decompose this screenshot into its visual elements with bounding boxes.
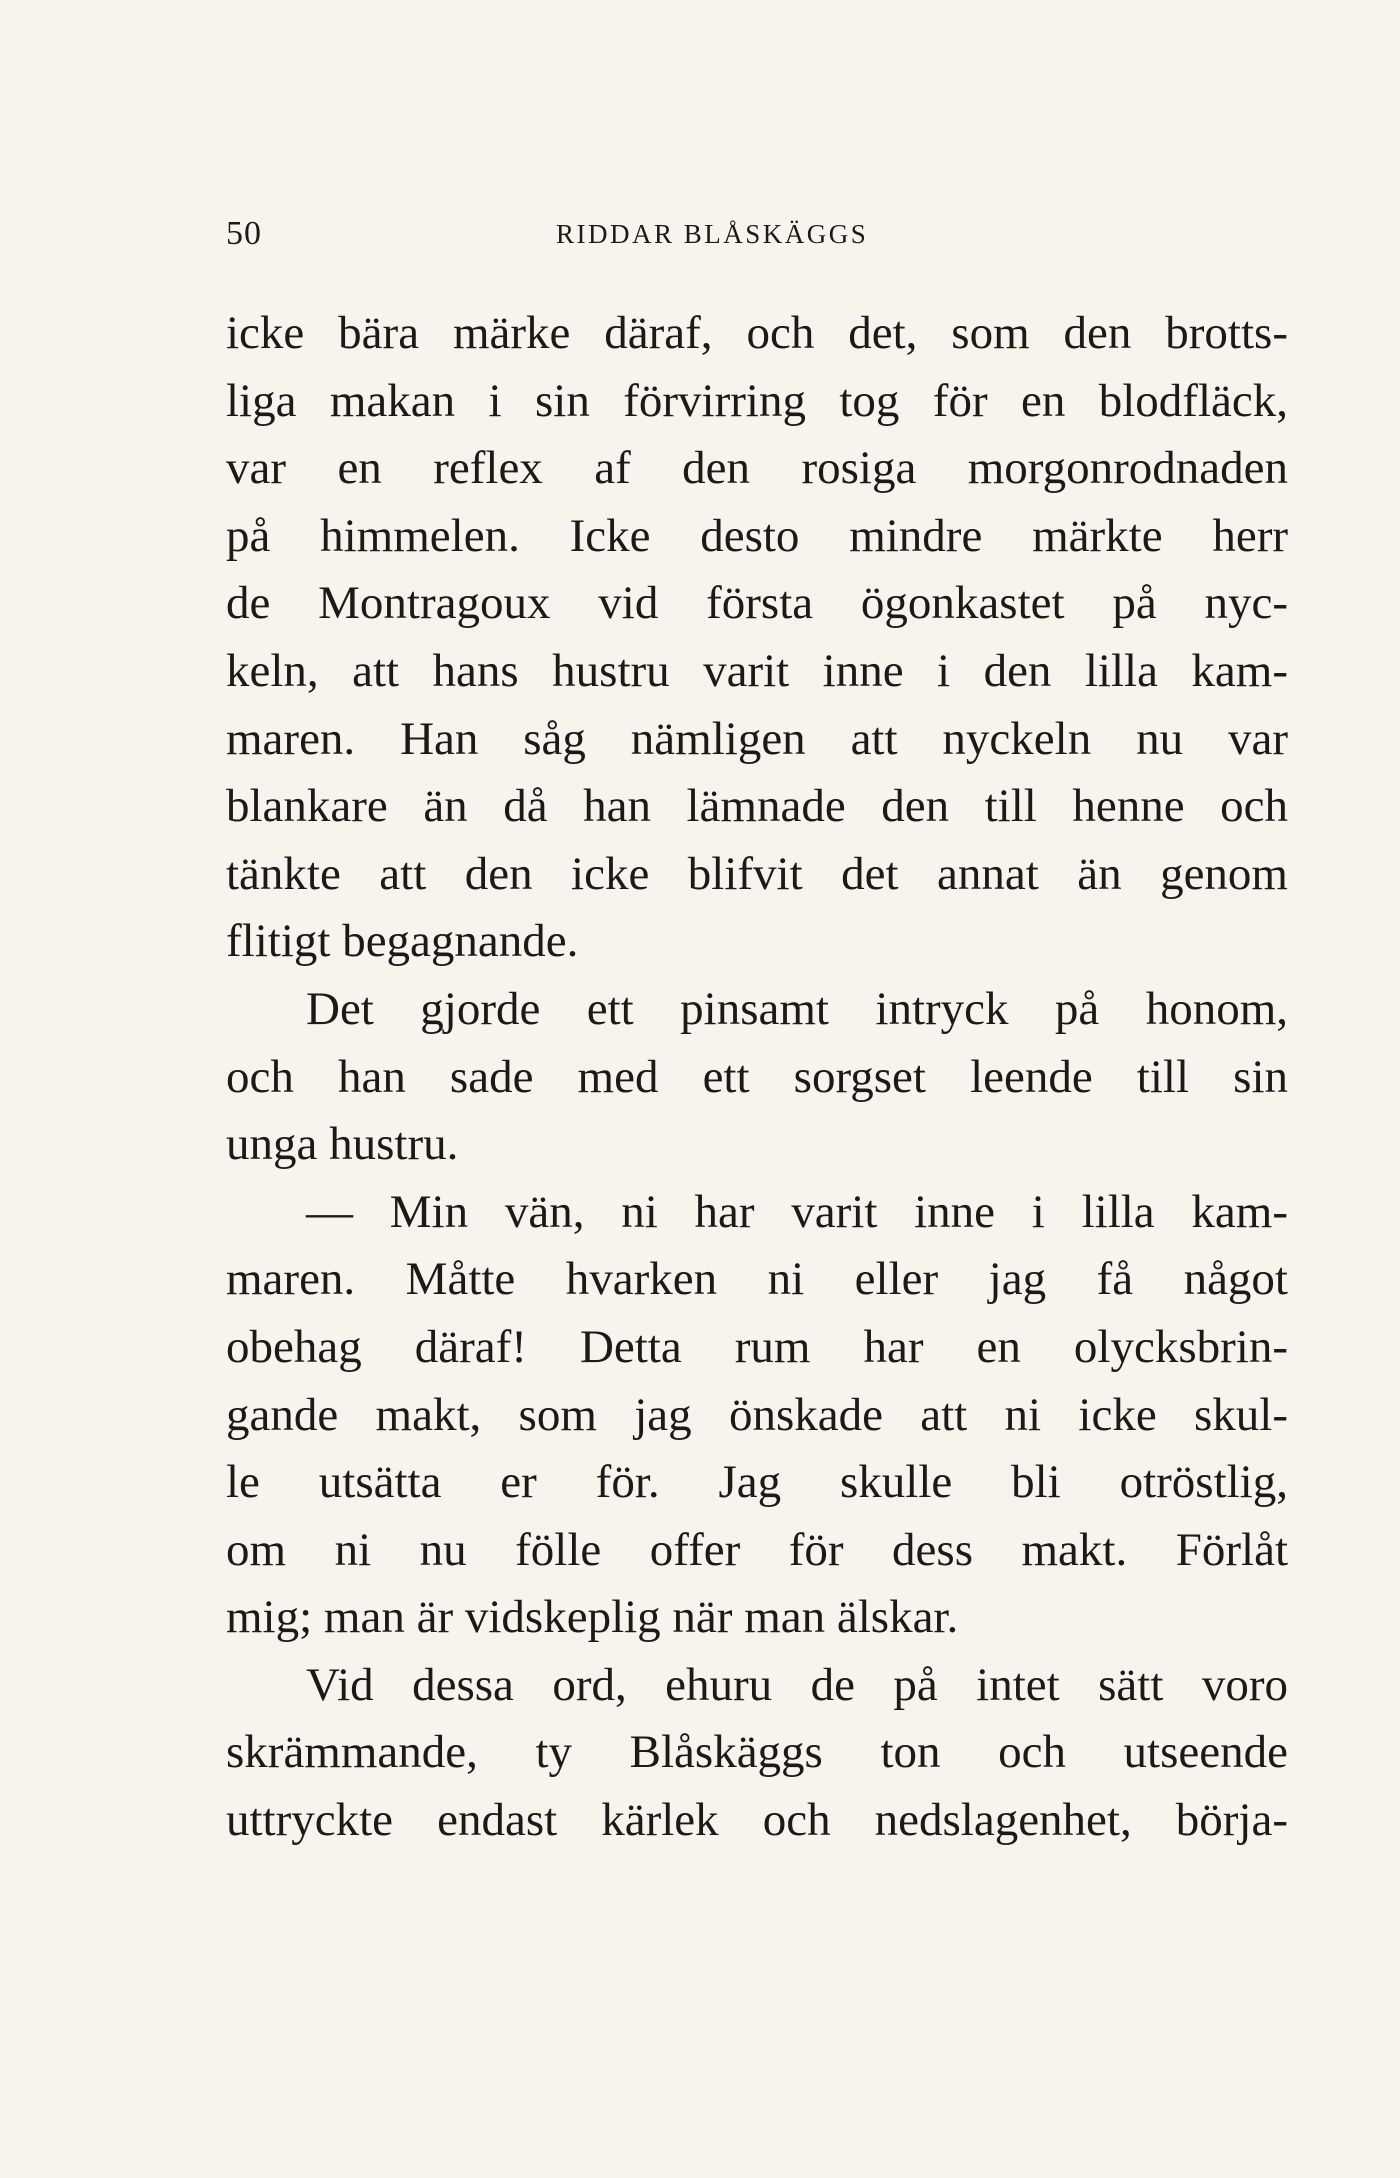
text-line: icke bära märke däraf, och det, som den brotts- — [226, 307, 1288, 359]
text-line: de Montragoux vid första ögonkastet på nyc- — [226, 577, 1288, 630]
running-title: RIDDAR BLÅSKÄGGS — [556, 219, 869, 249]
text-line: blankare än då han lämnade den till henne och — [226, 780, 1288, 833]
text-line: Det gjorde ett pinsamt intryck på honom, — [306, 982, 1288, 1035]
text-line: liga makan i sin förvirring tog för en blodfläck, — [226, 374, 1288, 427]
text-line: maren. Måtte hvarken ni eller jag få något — [226, 1253, 1288, 1306]
text-line: Vid dessa ord, ehuru de på intet sätt voro — [306, 1658, 1288, 1711]
body-text — [226, 300, 1288, 1855]
text-line: obehag däraf! Detta rum har en olycksbrin- — [226, 1320, 1288, 1373]
text-line: och han sade med ett sorgset leende till sin — [226, 1050, 1288, 1103]
text-line: gande makt, som jag önskade att ni icke skul- — [226, 1388, 1288, 1441]
text-line: maren. Han såg nämligen att nyckeln nu var — [226, 712, 1288, 765]
text-line: mig; man är vidskeplig när man älskar. — [226, 1591, 959, 1644]
running-head — [226, 212, 1288, 256]
text-line: skrämmande, ty Blåskäggs ton och utseende — [226, 1726, 1288, 1779]
text-line: keln, att hans hustru varit inne i den lilla kam- — [226, 644, 1288, 697]
text-line: var en reflex af den rosiga morgonrodnaden — [226, 442, 1288, 495]
text-line: på himmelen. Icke desto mindre märkte herr — [226, 509, 1288, 562]
text-line: flitigt begagnande. — [226, 915, 579, 968]
text-line: uttryckte endast kärlek och nedslagenhet, börja- — [226, 1794, 1288, 1847]
text-line: unga hustru. — [226, 1118, 459, 1171]
text-line: le utsätta er för. Jag skulle bli otröstlig, — [226, 1456, 1288, 1509]
text-line: tänkte att den icke blifvit det annat än genom — [226, 847, 1288, 900]
page-number: 50 — [226, 215, 262, 252]
text-line: om ni nu fölle offer för dess makt. Förlåt — [226, 1523, 1288, 1576]
text-line: — Min vän, ni har varit inne i lilla kam- — [306, 1185, 1288, 1238]
